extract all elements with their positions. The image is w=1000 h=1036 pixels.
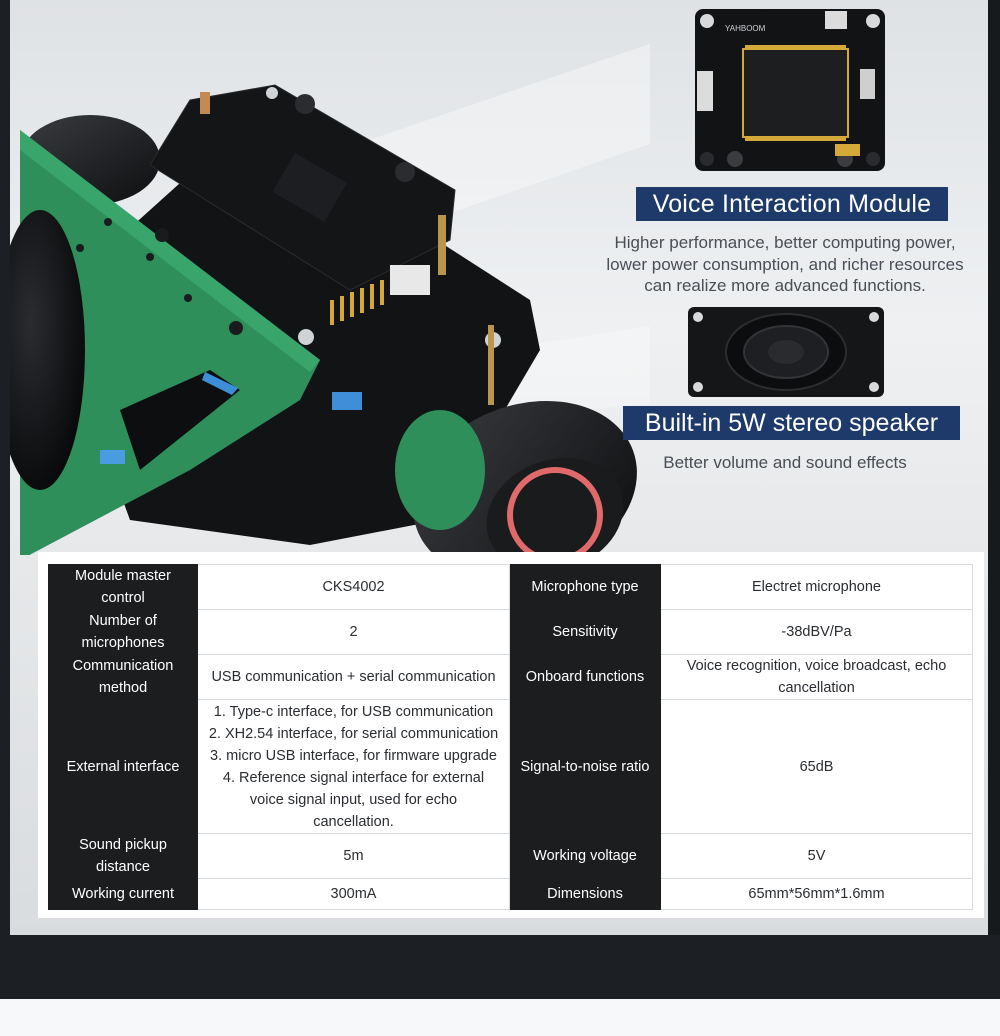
- spec-table-container: [38, 552, 984, 918]
- voice-module-board-image: [695, 9, 885, 171]
- speaker-title: Built-in 5W stereo speaker: [623, 406, 960, 440]
- speaker-image: [688, 307, 884, 397]
- spec-key: Number of microphones: [49, 610, 198, 655]
- spec-key: Dimensions: [510, 879, 661, 910]
- interface-line: 4. Reference signal interface for external voice signal input, used for echo cancellation.: [222, 769, 485, 830]
- interface-line: 2. XH2.54 interface, for serial communication: [208, 725, 499, 742]
- spec-value: 300mA: [198, 879, 510, 910]
- table-row: [49, 879, 973, 910]
- spec-key: Sensitivity: [510, 610, 661, 655]
- spec-key: Signal-to-noise ratio: [510, 700, 661, 834]
- spec-value: 5m: [198, 834, 510, 879]
- spec-key: Onboard functions: [510, 655, 661, 700]
- spec-key: Module master control: [49, 565, 198, 610]
- spec-key: External interface: [49, 700, 198, 834]
- spec-value: USB communication + serial communication: [198, 655, 510, 700]
- spec-value: CKS4002: [198, 565, 510, 610]
- product-panel: [10, 0, 988, 935]
- board-silkscreen: YAHBOOM: [725, 24, 766, 33]
- spec-key: Communication method: [49, 655, 198, 700]
- page-footer-strip: [0, 999, 1000, 1036]
- voice-module-description: [570, 232, 988, 297]
- spec-key: Working current: [49, 879, 198, 910]
- page-edge: [988, 0, 1000, 935]
- spec-value: 65mm*56mm*1.6mm: [661, 879, 973, 910]
- table-row: [49, 700, 973, 834]
- interface-line: 3. micro USB interface, for firmware upgrade: [210, 747, 497, 764]
- spec-key: Microphone type: [510, 565, 661, 610]
- description-line: Higher performance, better computing power,: [614, 233, 956, 252]
- table-row: [49, 834, 973, 879]
- table-row: [49, 610, 973, 655]
- spec-value: -38dBV/Pa: [661, 610, 973, 655]
- spec-value: Electret microphone: [661, 565, 973, 610]
- spec-value-external-interface: [198, 700, 510, 834]
- table-row: [49, 565, 973, 610]
- speaker-description: Better volume and sound effects: [663, 453, 907, 472]
- description-line: can realize more advanced functions.: [644, 276, 926, 295]
- description-line: lower power consumption, and richer resources: [606, 254, 964, 274]
- table-row: [49, 655, 973, 700]
- spec-key: Sound pickup distance: [49, 834, 198, 879]
- voice-module-title: Voice Interaction Module: [636, 187, 948, 221]
- spec-value: 5V: [661, 834, 973, 879]
- spec-table: [48, 564, 973, 910]
- spec-value: 2: [198, 610, 510, 655]
- robot-car-image: [10, 0, 650, 555]
- spec-value: 65dB: [661, 700, 973, 834]
- spec-value: Voice recognition, voice broadcast, echo cancellation: [661, 655, 973, 700]
- interface-line: 1. Type-c interface, for USB communication: [213, 703, 494, 720]
- spec-key: Working voltage: [510, 834, 661, 879]
